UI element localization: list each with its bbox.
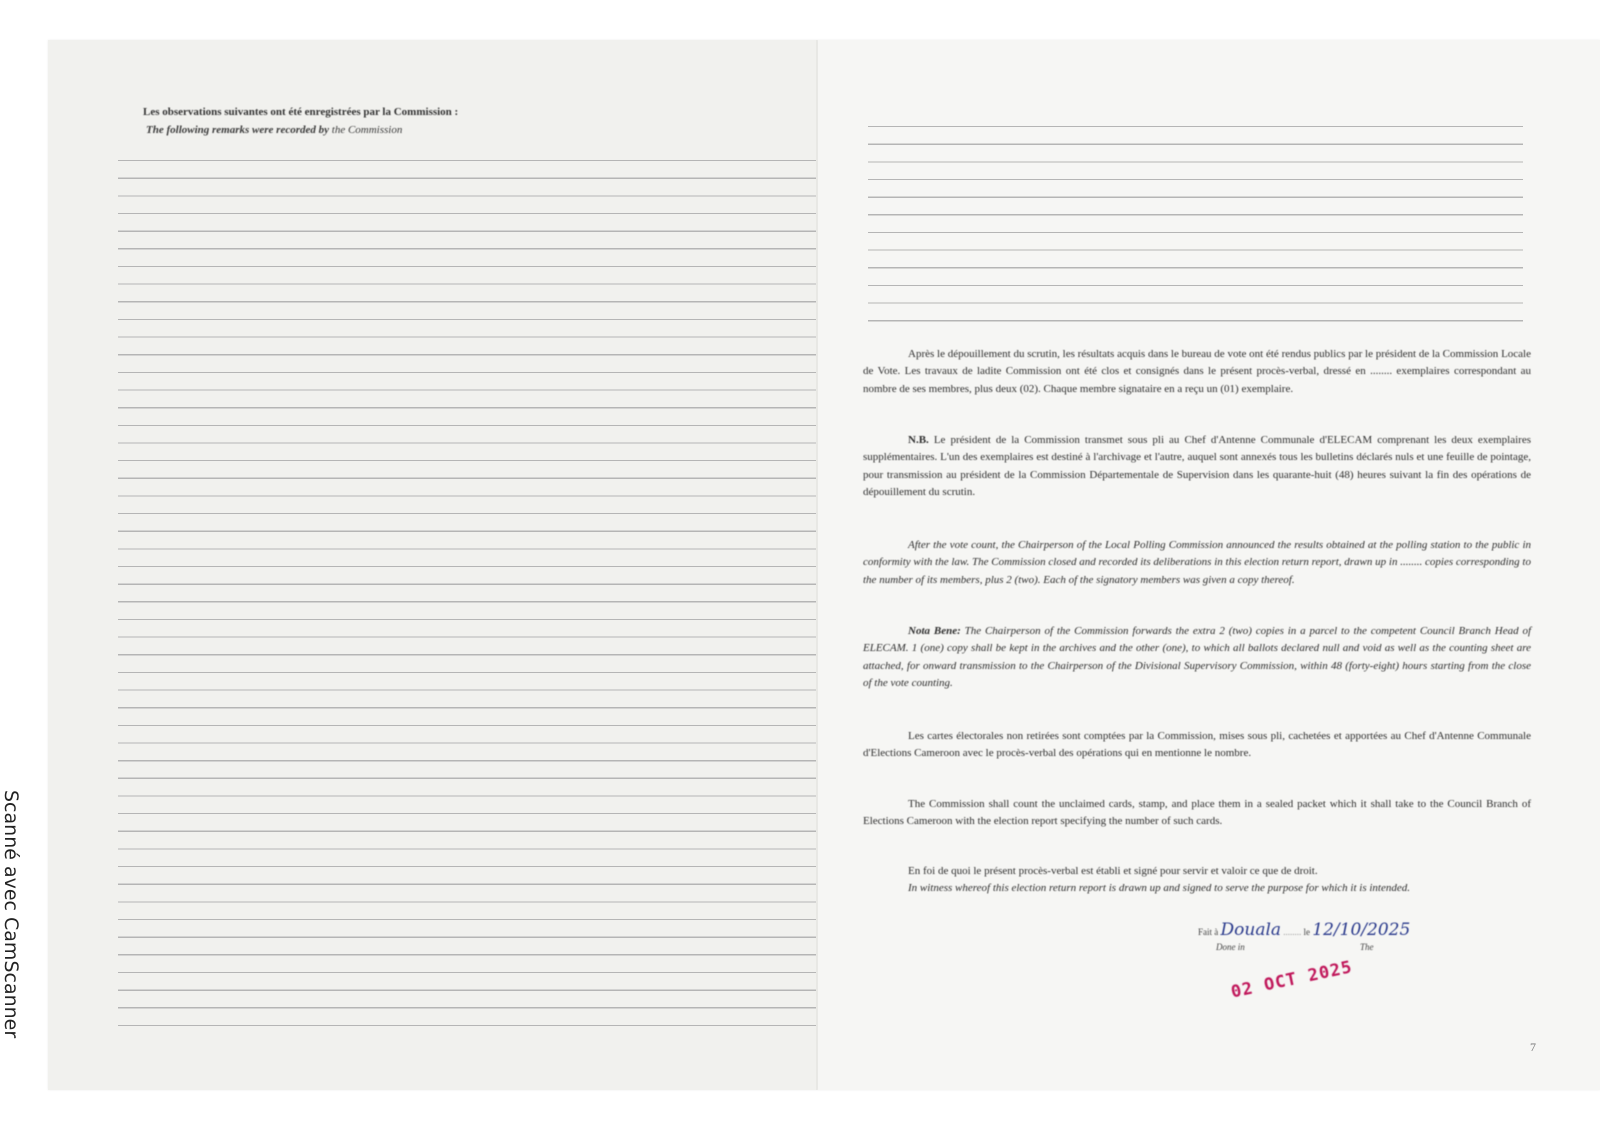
paragraph-vote-count — [863, 537, 1531, 589]
nb-label: N.B. — [908, 434, 929, 446]
le-label: le — [1303, 927, 1311, 937]
p1-text: Après le dépouillement du scrutin, les résultats acquis dans le bureau de vote ont été rendus publics par le président de la Commission Locale de Vote. Les travaux de ladite Commission ont été clos et consignés dans le présent procès-verbal, dressé en ........ exemplaires correspondant au nombre de ses membres, plus deux (02). Chaque membre signataire en a reçu un (01) exemplaire. — [863, 348, 1531, 395]
the-label: The — [1360, 942, 1374, 952]
p7-fr-text: En foi de quoi le présent procès-verbal est établi et signé pour servir et valoir ce que de droit. — [908, 865, 1318, 877]
p5-text: Les cartes électorales non retirées sont comptées par la Commission, mises sous pli, cachetées et apportées au Chef d'Antenne Communale d'Elections Cameroon avec le procès-verbal des opérations qui en mentionne le nombre. — [863, 730, 1531, 760]
place-line — [1198, 920, 1410, 940]
p2-text: Le président de la Commission transmet sous pli au Chef d'Antenne Communale d'ELECAM comprenant les deux exemplaires supplémentaires. L'un des exemplaires est destiné à l'archivage et l'autre, auquel sont annexés tous les bulletins déclarés nuls et une feuille de pointage, pour transmission au président de la Commission Départementale de Supervision dans les quarante-huit (48) heures suivant la fin des opérations de dépouillement du scrutin. — [863, 434, 1531, 498]
watermark-text: Scanné avec CamScanner — [0, 790, 22, 1039]
observations-heading-en — [146, 124, 402, 136]
left-page — [48, 40, 818, 1090]
paragraph-depouillement — [863, 346, 1531, 398]
paragraph-en-foi — [863, 863, 1531, 898]
p3-text: After the vote count, the Chairperson of the Local Polling Commission announced the results obtained at the polling station to the public in conformity with the law. The Commission closed and recorded its deliberations in this election return report, drawn up in ........ copies corresponding to the number of its members, plus 2 (two). Each of the signatory members was given a copy thereof. — [863, 539, 1531, 586]
paragraph-unclaimed-cards — [863, 796, 1531, 831]
heading-en-bold: The following remarks were recorded by — [146, 124, 330, 136]
place-dots: ........ — [1283, 927, 1302, 937]
remarks-ruled-lines — [118, 144, 818, 1034]
paragraph-cartes — [863, 728, 1531, 763]
camscanner-watermark — [0, 790, 48, 1080]
observations-heading-fr: Les observations suivantes ont été enregistrées par la Commission : — [143, 106, 459, 118]
p7-en-text: In witness whereof this election return report is drawn up and signed to serve the purpose for which it is intended. — [908, 882, 1410, 895]
continuation-ruled-lines — [868, 110, 1523, 332]
right-page — [818, 40, 1600, 1090]
nota-bene-label: Nota Bene: — [908, 625, 961, 637]
date-stamp: 02 OCT 2025 — [1229, 957, 1355, 1003]
heading-en-rest: the Commission — [331, 124, 403, 136]
done-in-label: Done in — [1216, 942, 1245, 952]
paragraph-nota-bene — [863, 623, 1531, 692]
p4-text: The Chairperson of the Commission forwards the extra 2 (two) copies in a parcel to the competent Council Branch Head of ELECAM. 1 (one) copy shall be kept in the archives and the other (one), to which all ballots declared null and void as well as the counting sheet are attached, for onward transmission to the Chairperson of the Divisional Supervisory Commission, within 48 (forty-eight) hours starting from the close of the vote counting. — [863, 625, 1531, 689]
fait-a-label: Fait à — [1198, 927, 1219, 937]
paragraph-nb — [863, 432, 1531, 501]
page-number: 7 — [1530, 1040, 1536, 1054]
p6-text: The Commission shall count the unclaimed cards, stamp, and place them in a sealed packet which it shall take to the Council Branch of Elections Cameroon with the election report specifying the number of such cards. — [863, 798, 1531, 828]
place-handwritten: Douala — [1220, 920, 1282, 940]
date-handwritten: 12/10/2025 — [1312, 920, 1411, 940]
